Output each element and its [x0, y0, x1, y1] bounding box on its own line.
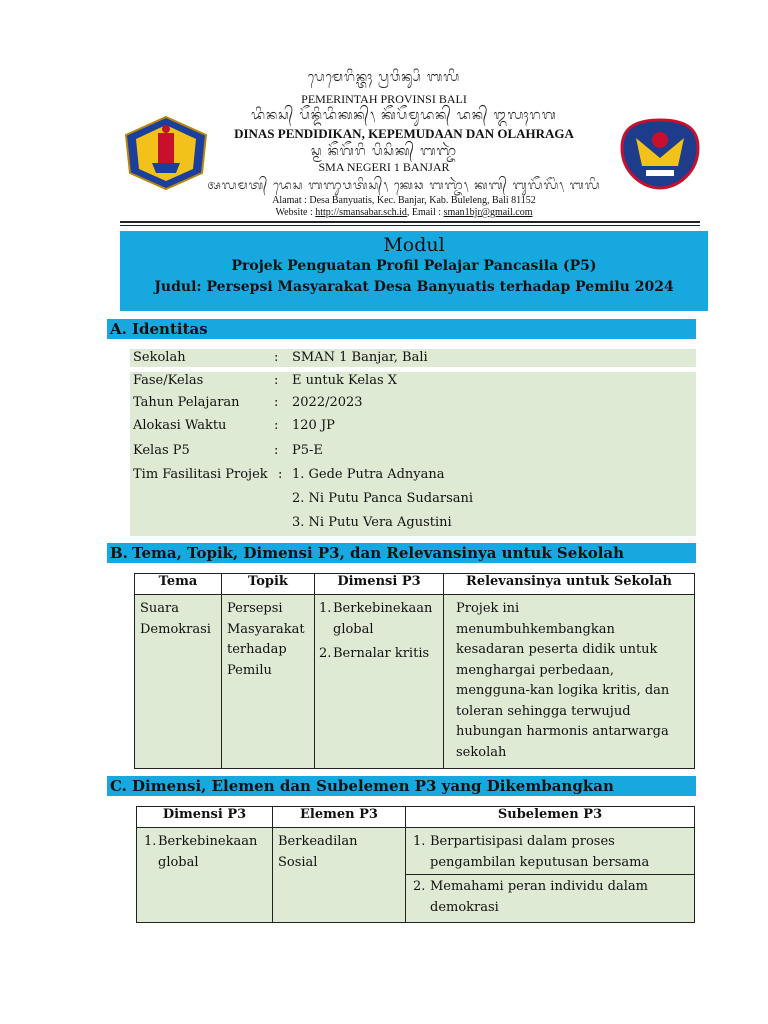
- cell-line: toleran sehingga terwujud: [456, 703, 631, 719]
- cell-line: global: [333, 621, 374, 637]
- identity-label: Sekolah: [133, 350, 186, 365]
- cell-line: menumbuhkembangkan: [456, 621, 615, 637]
- list-number: 1.: [319, 601, 332, 616]
- identity-value: 2022/2023: [292, 395, 363, 410]
- cell-line: Berpartisipasi dalam proses: [430, 834, 615, 849]
- school-address: Alamat : Desa Banyuatis, Kec. Banjar, Kab. Buleleng, Bali 81152: [272, 195, 536, 206]
- cell-line: sekolah: [456, 744, 507, 760]
- cell-line: kesadaran peserta didik untuk: [456, 642, 658, 657]
- element-table: [136, 806, 695, 923]
- identity-value: SMAN 1 Banjar, Bali: [292, 350, 428, 365]
- identity-label: Fase/Kelas: [133, 373, 204, 388]
- cell-line: terhadap: [227, 642, 287, 657]
- cell-line: menghargai perbedaan,: [456, 662, 614, 678]
- module-title: Modul: [383, 234, 445, 256]
- table-header: Topik: [222, 574, 315, 595]
- cell-line: Projek ini: [456, 601, 520, 616]
- identity-label: Kelas P5: [133, 443, 190, 458]
- table-cell-tema: [135, 595, 222, 769]
- department-name: DINAS PENDIDIKAN, KEPEMUDAAN DAN OLAHRAGA: [234, 126, 574, 141]
- table-header: Relevansinya untuk Sekolah: [444, 574, 695, 595]
- table-cell-subelemen: [406, 828, 695, 875]
- list-number: 2.: [413, 879, 426, 894]
- table-header: Dimensi P3: [137, 807, 273, 828]
- table-cell-topik: [222, 595, 315, 769]
- list-item: [413, 877, 689, 918]
- cell-line: Memahami peran individu dalam: [430, 879, 648, 894]
- identity-label: Alokasi Waktu: [133, 418, 227, 433]
- table-cell-relevansi: [444, 595, 695, 769]
- identity-colon: :: [274, 418, 279, 433]
- balinese-line-1: ᬧᬾᬫᬾᬭᬶᬦ᭄ᬢᬄ ᬧ᭄ᬭᬯᬶᬦ᭄ᬲᬶ ᬩᬮᬶ: [307, 70, 461, 85]
- balinese-line-2: ᬤᬶᬦᬲ᭄ ᬧᭂᬦ᭄ᬤᬶᬤᬶᬓᬦ᭄᭞ ᬓᭂᬧᭂᬫᬸᬤᬦ᭄ ᬤᬦ᭄ ᬑᬮᬄᬭᬕ: [251, 108, 557, 123]
- identity-value: E untuk Kelas X: [292, 373, 397, 388]
- section-title: Tema, Topik, Dimensi P3, dan Relevansinya untuk Sekolah: [132, 544, 625, 562]
- section-letter: A.: [110, 320, 127, 338]
- website-link[interactable]: http://smansabar.sch.id: [315, 207, 407, 218]
- cell-line: mengguna-kan logika kritis, dan: [456, 683, 670, 698]
- cell-line: hubungan harmonis antarwarga: [456, 724, 669, 739]
- cell-line: Bernalar kritis: [333, 646, 430, 661]
- section-letter: C.: [110, 777, 127, 795]
- identity-colon: :: [274, 350, 279, 365]
- section-c-header: [107, 776, 696, 796]
- identity-value: 120 JP: [292, 418, 335, 433]
- cell-line: global: [158, 854, 199, 870]
- cell-line: Berkeadilan: [278, 834, 358, 849]
- identity-colon: :: [274, 395, 279, 410]
- list-number: 1.: [413, 834, 426, 849]
- list-number: 1.: [144, 834, 157, 849]
- table-cell-elemen: [273, 828, 406, 923]
- balinese-line-3: ᬲ᭄ᬫ ᬦᭂᬕᭂᬭᬶ ᬧᬶᬲᬶᬓ᭄ ᬩᬜ᭄ᬚᬃ: [310, 144, 458, 159]
- identity-label: Tahun Pelajaran: [133, 395, 240, 410]
- section-title: Identitas: [132, 320, 208, 338]
- list-item: [319, 644, 438, 665]
- identity-colon: :: [278, 467, 283, 482]
- table-header: Elemen P3: [273, 807, 406, 828]
- letterhead-rule: [120, 221, 700, 223]
- school-name: SMA NEGERI 1 BANJAR: [318, 160, 450, 174]
- table-header: Tema: [135, 574, 222, 595]
- email-link[interactable]: sman1bjr@gmail.com: [443, 207, 533, 218]
- letterhead-rule-thin: [120, 225, 700, 226]
- cell-line: Masyarakat: [227, 621, 305, 637]
- identity-colon: :: [274, 443, 279, 458]
- identity-colon: :: [274, 373, 279, 388]
- province-name: PEMERINTAH PROVINSI BALI: [301, 92, 467, 106]
- balinese-line-4: ᬅᬮᬫᬢ᭄ ᬤᬾᬲ ᬩᬜᬸᬯᬢᬶᬲ᭄᭞ ᬓᬾᬘ ᬩᬜ᭄ᬚᬃ᭞ ᬓᬩ᭄ ᬩᬸᬮᭂᬮᭂᬂ᭞ ᬩᬮᬶ: [207, 178, 601, 192]
- identity-label: Tim Fasilitasi Projek: [133, 467, 268, 482]
- table-header: Subelemen P3: [406, 807, 695, 828]
- email-label: , Email :: [406, 207, 444, 218]
- section-a-header: [107, 319, 696, 339]
- cell-line: Pemilu: [227, 662, 272, 678]
- team-member: 3. Ni Putu Vera Agustini: [292, 515, 452, 530]
- website-label: Website :: [275, 207, 316, 218]
- school-contact: [20, 207, 768, 218]
- section-letter: B.: [110, 544, 128, 562]
- section-title: Dimensi, Elemen dan Subelemen P3 yang Dikembangkan: [132, 777, 614, 795]
- team-member: 2. Ni Putu Panca Sudarsani: [292, 491, 474, 506]
- cell-line: Suara: [140, 601, 179, 616]
- list-item: [144, 832, 267, 873]
- cell-line: Sosial: [278, 854, 318, 870]
- section-b-header: [107, 543, 696, 563]
- project-title: Projek Penguatan Profil Pelajar Pancasila (P5): [231, 258, 597, 274]
- identity-value: P5-E: [292, 443, 323, 458]
- table-header: Dimensi P3: [315, 574, 444, 595]
- cell-line: demokrasi: [430, 899, 499, 915]
- list-item: [413, 832, 689, 873]
- list-number: 2.: [319, 646, 332, 661]
- table-cell-dimensi: [315, 595, 444, 769]
- cell-line: Demokrasi: [140, 621, 211, 637]
- cell-line: Persepsi: [227, 601, 283, 616]
- cell-line: Berkebinekaan: [158, 834, 258, 849]
- module-subject: Judul: Persepsi Masyarakat Desa Banyuatis terhadap Pemilu 2024: [154, 279, 674, 295]
- cell-line: pengambilan keputusan bersama: [430, 854, 650, 870]
- table-cell-dimensi: [137, 828, 273, 923]
- list-item: [319, 599, 438, 640]
- identity-value: 1. Gede Putra Adnyana: [292, 467, 445, 482]
- cell-line: Berkebinekaan: [333, 601, 433, 616]
- table-cell-subelemen: [406, 875, 695, 923]
- theme-table: [134, 573, 695, 769]
